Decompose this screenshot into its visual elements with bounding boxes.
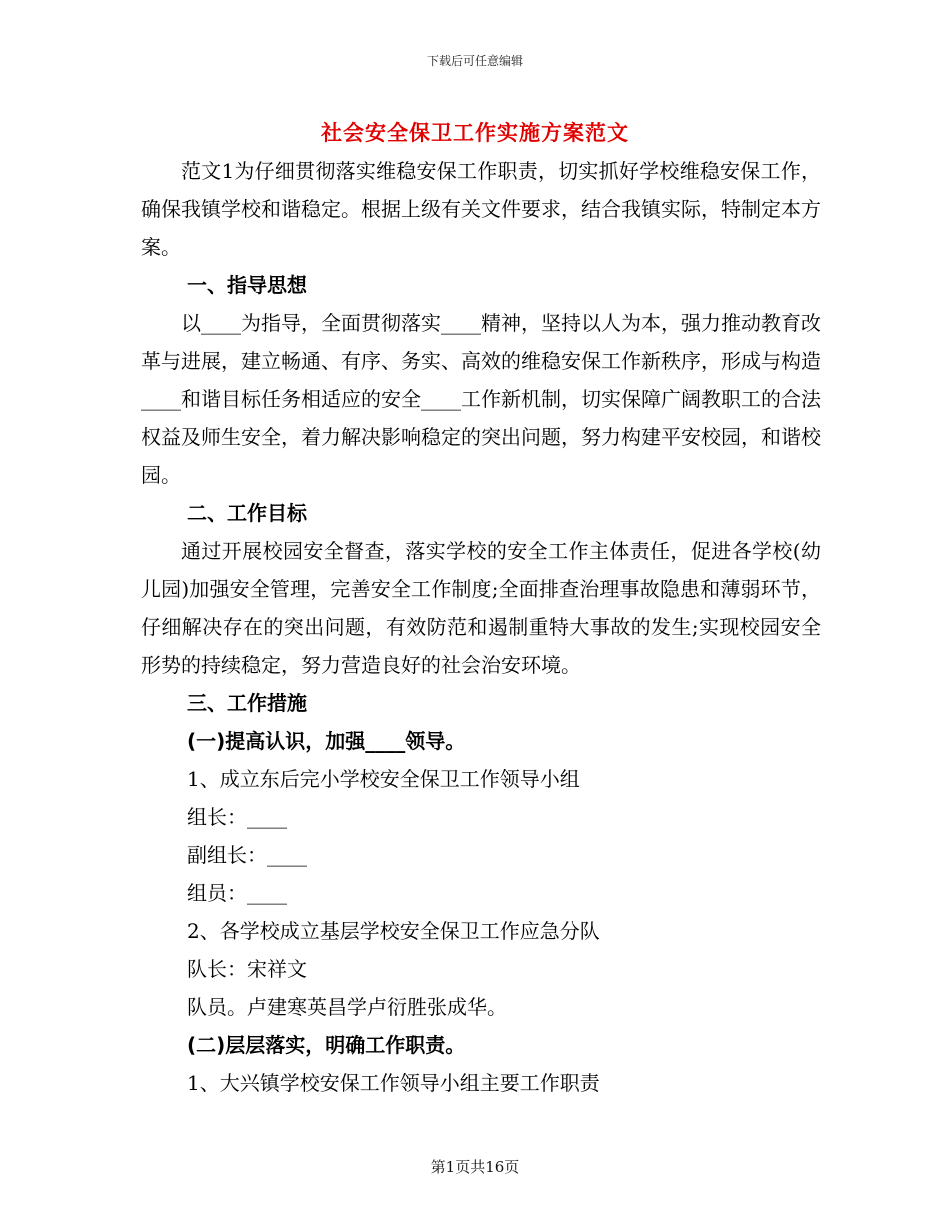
section-heading-3: 三、工作措施 [187,691,307,715]
section-heading-2: 二、工作目标 [187,501,307,525]
subsection-heading-2: (二)层层落实，明确工作职责。 [187,1033,466,1057]
intro-paragraph: 范文1为仔细贯彻落实维稳安保工作职责，切实抓好学校维稳安保工作，确保我镇学校和谐稳定。根据上级有关文件要求，结合我镇实际，特制定本方案。 [141,159,821,259]
list-item: 队长：宋祥文 [187,957,307,981]
list-item: 组员：____ [187,881,287,905]
list-item: 2、各学校成立基层学校安全保卫工作应急分队 [187,919,600,943]
page-header: 下载后可任意编辑 [426,54,523,68]
document-body [141,152,821,1102]
document-title: 社会安全保卫工作实施方案范文 [321,121,629,145]
page-footer: 第1页共16页 [430,1158,520,1176]
section-2-paragraph: 通过开展校园安全督查，落实学校的安全工作主体责任，促进各学校(幼儿园)加强安全管理，完善安全工作制度;全面排查治理事故隐患和薄弱环节，仔细解决存在的突出问题，有效防范和遏制重特大事故的发生;实现校园安全形势的持续稳定，努力营造良好的社会治安环境。 [141,539,821,677]
section-1-paragraph: 以____为指导，全面贯彻落实____精神，坚持以人为本，强力推动教育改革与进展，建立畅通、有序、务实、高效的维稳安保工作新秩序，形成与构造____和谐目标任务相适应的安全____工作新机制，切实保障广阔教职工的合法权益及师生安全，着力解决影响稳定的突出问题，努力构建平安校园，和谐校园。 [141,311,821,487]
list-item: 副组长：____ [187,843,307,867]
list-item: 组长：____ [187,805,287,829]
list-item: 1、大兴镇学校安保工作领导小组主要工作职责 [187,1071,600,1095]
section-heading-1: 一、指导思想 [187,273,307,297]
list-item: 队员。卢建寒英昌学卢衍胜张成华。 [187,995,507,1019]
list-item: 1、成立东后完小学校安全保卫工作领导小组 [187,767,580,791]
subsection-heading-1: (一)提高认识，加强____领导。 [187,729,466,753]
